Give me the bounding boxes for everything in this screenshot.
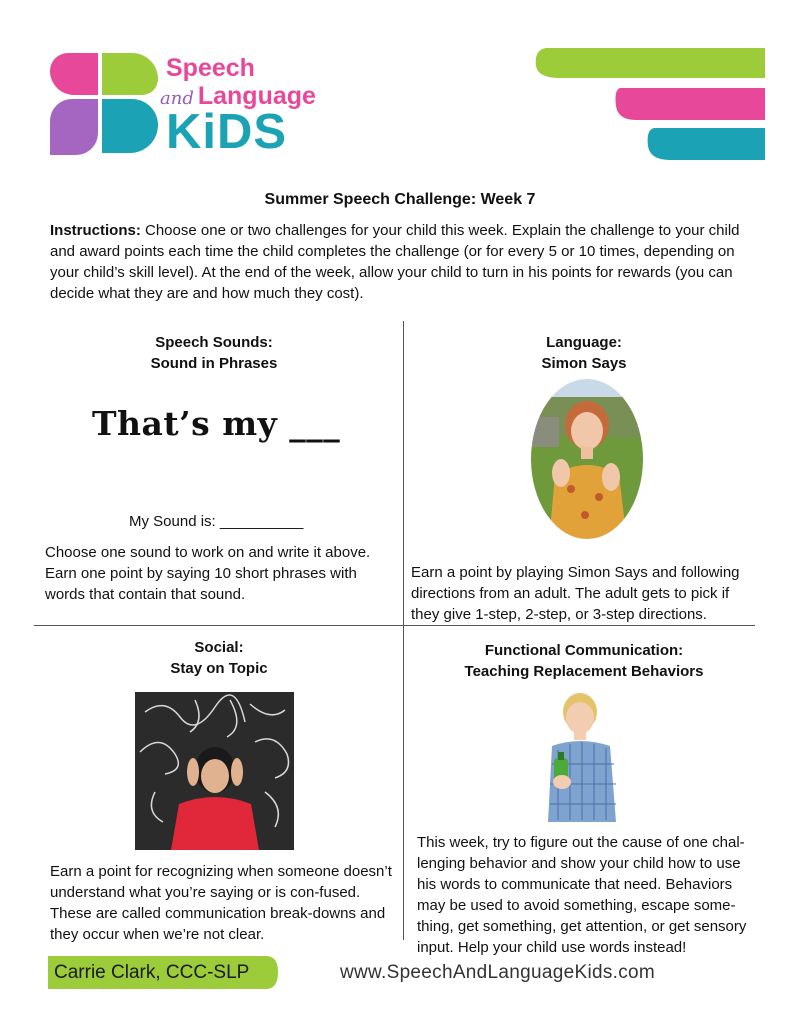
speech-title-line2: Sound in Phrases (150, 355, 278, 372)
social-title-line2: Stay on Topic (170, 660, 268, 677)
logo-text-speech: Speech (166, 54, 255, 82)
language-title (404, 332, 764, 374)
instructions-label: Instructions: (50, 222, 141, 239)
social-body: Earn a point for recognizing when someone doesn’t understand what you’re saying or is con-fused. These are called communication break-downs and they occur when we’re not clear. (50, 863, 392, 943)
logo-text-kids: KiDS (166, 105, 288, 159)
speech-phrase: That’s my ___ (92, 404, 341, 443)
instructions-text: Choose one or two challenges for your child this week. Explain the challenge to your child and award points each time the child completes the challenge (or for every 5 or 10 times, depending on your child’s skill level). At the end of the week, allow your child to turn in his points for rewards (you can decide what they are and how much they cost). (50, 222, 740, 302)
horizontal-divider (34, 625, 755, 626)
language-title-line2: Simon Says (541, 355, 627, 372)
functional-body: This week, try to figure out the cause of one chal-lenging behavior and show your child how to use his words to communicate that need. Behaviors may be used to avoid something, escape some-thing, get something, get attention, or get sensory input. Help your child use words instead! (417, 834, 747, 956)
confused-woman-chalkboard-photo (135, 692, 294, 850)
woman-clapping-photo (529, 377, 645, 541)
functional-title (404, 640, 764, 682)
functional-title-line2: Teaching Replacement Behaviors (464, 663, 704, 680)
boy-with-drink-photo (538, 690, 628, 822)
decorative-stripes (520, 44, 765, 162)
vertical-divider (403, 321, 404, 940)
speech-body: Choose one sound to work on and write it above. Earn one point by saying 10 short phrases with words that contain that sound. (45, 544, 371, 603)
social-title-line1: Social: (194, 639, 244, 656)
functional-title-line1: Functional Communication: (484, 642, 684, 659)
speech-title (34, 332, 394, 374)
instructions (50, 220, 762, 304)
page-title: Summer Speech Challenge: Week 7 (264, 191, 536, 208)
social-title (34, 637, 404, 679)
footer-website-url[interactable]: www.SpeechAndLanguageKids.com (340, 962, 656, 983)
language-body: Earn a point by playing Simon Says and following directions from an adult. The adult gets to pick if they give 1-step, 2-step, or 3-step directions. (411, 564, 740, 623)
speech-title-line1: Speech Sounds: (155, 334, 273, 351)
language-title-line1: Language: (546, 334, 622, 351)
logo-text-and: and (160, 88, 194, 109)
logo-text-language-word: Language (197, 82, 316, 110)
my-sound-line: My Sound is: __________ (129, 513, 304, 530)
footer-author-name: Carrie Clark, CCC-SLP (54, 962, 250, 983)
